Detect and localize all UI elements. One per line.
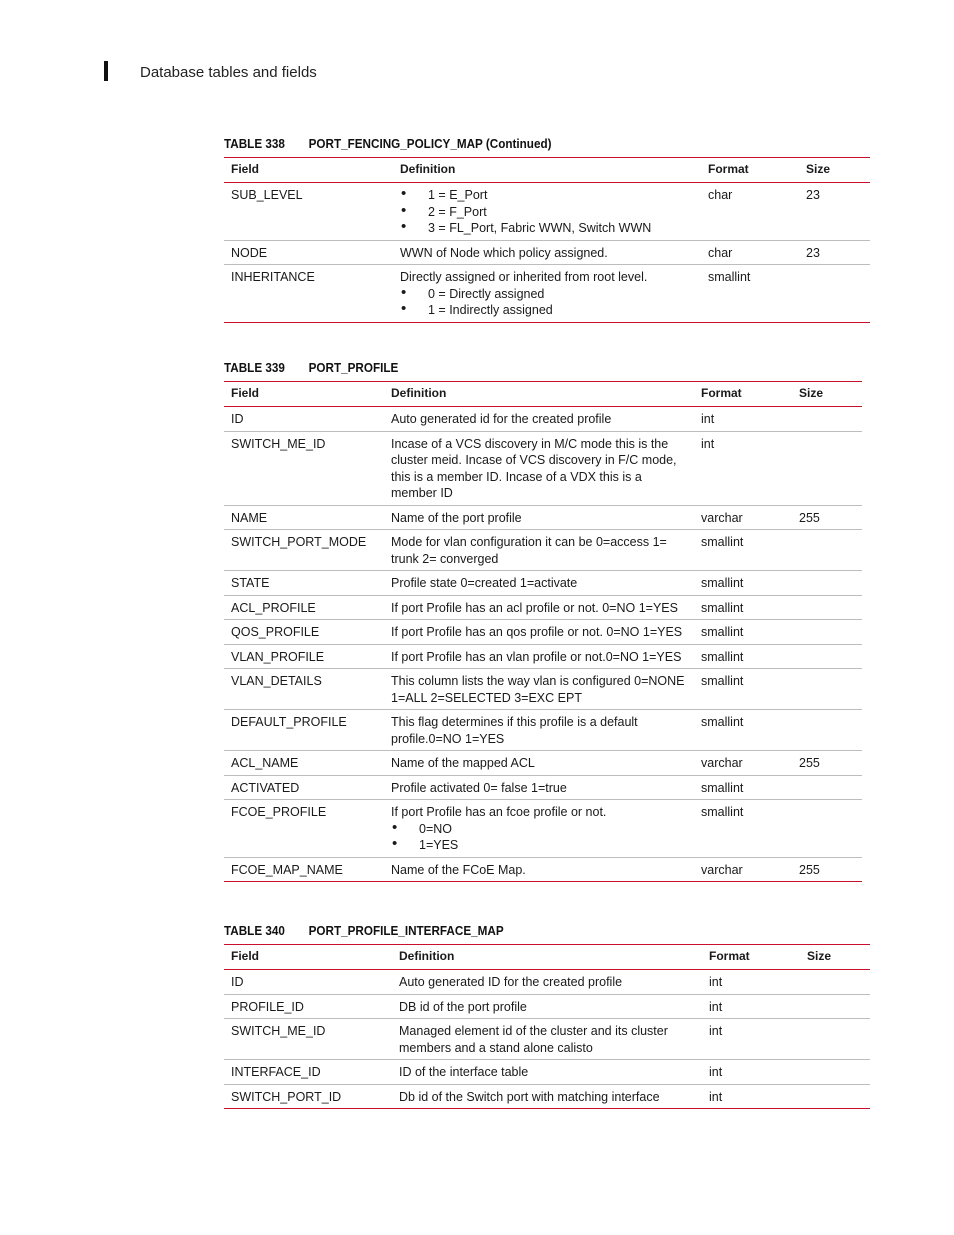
table-row: [224, 970, 870, 995]
table-port-profile-interface-map: [224, 944, 870, 1109]
definition-text: If port Profile has an acl profile or not. 0=NO 1=YES: [391, 600, 678, 615]
bullet-item: • 1 = E_Port: [400, 187, 695, 204]
field-cell: DEFAULT_PROFILE: [231, 715, 347, 729]
definition-cell: [384, 407, 694, 432]
format-cell: smallint: [701, 780, 744, 795]
bullet-list: [400, 187, 695, 237]
column-header-size: Size: [799, 386, 824, 400]
table-row: [224, 1019, 870, 1060]
table-header-row: [224, 945, 870, 970]
field-cell: FCOE_PROFILE: [231, 805, 327, 819]
size-cell: 255: [799, 510, 820, 525]
definition-cell: [384, 775, 694, 800]
field-cell: SWITCH_PORT_ID: [231, 1089, 342, 1104]
table-header-row: [224, 382, 862, 407]
field-cell: ACTIVATED: [231, 780, 300, 795]
definition-text: Name of the port profile: [391, 510, 522, 525]
field-cell: PROFILE_ID: [231, 999, 304, 1014]
size-cell: 255: [799, 862, 820, 877]
format-cell: smallint: [701, 535, 744, 549]
field-cell: ID: [231, 975, 244, 989]
definition-text: Name of the mapped ACL: [391, 756, 535, 770]
table-caption: [224, 136, 805, 152]
bullet-item: • 3 = FL_Port, Fabric WWN, Switch WWN: [400, 220, 695, 237]
format-cell: char: [708, 245, 733, 260]
field-cell: INHERITANCE: [231, 270, 315, 284]
size-cell: 23: [806, 188, 820, 202]
definition-text: If port Profile has an qos profile or not. 0=NO 1=YES: [391, 625, 683, 639]
format-cell: smallint: [701, 600, 744, 615]
table-row: [224, 265, 870, 323]
definition-cell: [392, 1084, 702, 1109]
format-cell: int: [701, 436, 715, 451]
definition-cell: [384, 669, 694, 710]
definition-text: WWN of Node which policy assigned.: [400, 245, 608, 260]
definition-cell: [384, 620, 694, 645]
field-cell: VLAN_DETAILS: [231, 674, 322, 688]
size-cell: [792, 775, 862, 800]
definition-cell: [392, 994, 702, 1019]
table-name: PORT_FENCING_POLICY_MAP (Continued): [308, 136, 552, 151]
format-cell: smallint: [701, 649, 744, 664]
table-port-profile: [224, 381, 862, 882]
field-cell: INTERFACE_ID: [231, 1065, 321, 1079]
bullet-item: • 0=NO: [391, 821, 688, 838]
column-header-size: Size: [807, 949, 832, 963]
table-row: [224, 710, 862, 751]
column-header-field: Field: [231, 162, 260, 176]
table-caption: [224, 360, 798, 376]
page-header-title: Database tables and fields: [140, 64, 317, 81]
size-cell: [792, 407, 862, 432]
format-cell: int: [709, 1065, 723, 1079]
table-row: [224, 431, 862, 505]
definition-text: Incase of a VCS discovery in M/C mode this is the cluster meid. Incase of VCS discovery in F/C mode, this is a member ID. Incase of a VDX this is a member ID: [391, 436, 677, 500]
field-cell: ID: [231, 412, 244, 426]
table-caption: [224, 923, 805, 939]
field-cell: SWITCH_ME_ID: [231, 1024, 326, 1038]
field-cell: QOS_PROFILE: [231, 625, 320, 639]
definition-text: Db id of the Switch port with matching interface: [399, 1089, 660, 1104]
definition-cell: [393, 183, 701, 241]
size-cell: [792, 595, 862, 620]
table-row: [224, 183, 870, 241]
definition-cell: [393, 240, 701, 265]
column-header-format: Format: [709, 949, 750, 963]
definition-cell: [384, 530, 694, 571]
table-name: PORT_PROFILE: [308, 360, 399, 375]
table-339-block: [224, 360, 862, 882]
field-cell: SWITCH_PORT_MODE: [231, 535, 367, 549]
table-row: [224, 530, 862, 571]
field-cell: NODE: [231, 245, 268, 260]
field-cell: SUB_LEVEL: [231, 188, 303, 202]
definition-text: ID of the interface table: [399, 1065, 529, 1079]
definition-text: If port Profile has an fcoe profile or not.: [391, 805, 607, 819]
definition-text: This flag determines if this profile is a default profile.0=NO 1=YES: [391, 715, 638, 746]
table-row: [224, 595, 862, 620]
table-row: [224, 1060, 870, 1085]
definition-cell: [384, 505, 694, 530]
definition-text: DB id of the port profile: [399, 999, 527, 1014]
table-row: [224, 669, 862, 710]
format-cell: varchar: [701, 756, 743, 770]
bullet-item: • 2 = F_Port: [400, 204, 695, 221]
definition-text: Auto generated ID for the created profile: [399, 975, 623, 989]
table-header-row: [224, 158, 870, 183]
field-cell: STATE: [231, 576, 270, 590]
definition-cell: [392, 1060, 702, 1085]
definition-cell: [393, 265, 701, 323]
size-cell: [792, 431, 862, 505]
bullet-list: [391, 821, 688, 854]
format-cell: char: [708, 188, 733, 202]
definition-text: Mode for vlan configuration it can be 0=access 1= trunk 2= converged: [391, 535, 667, 566]
definition-cell: [392, 970, 702, 995]
definition-cell: [384, 571, 694, 596]
size-cell: [800, 994, 870, 1019]
field-cell: VLAN_PROFILE: [231, 649, 325, 664]
definition-text: If port Profile has an vlan profile or not.0=NO 1=YES: [391, 649, 682, 664]
size-cell: 255: [799, 756, 820, 770]
table-row: [224, 775, 862, 800]
header-bar: [104, 61, 108, 81]
field-cell: NAME: [231, 510, 268, 525]
size-cell: [792, 669, 862, 710]
field-cell: ACL_PROFILE: [231, 600, 316, 615]
column-header-definition: Definition: [400, 162, 456, 176]
table-row: [224, 994, 870, 1019]
definition-cell: [384, 751, 694, 776]
field-cell: FCOE_MAP_NAME: [231, 862, 343, 877]
bullet-item: • 1 = Indirectly assigned: [400, 302, 695, 319]
table-row: [224, 751, 862, 776]
table-row: [224, 857, 862, 882]
table-row: [224, 407, 862, 432]
column-header-definition: Definition: [399, 949, 455, 963]
format-cell: int: [709, 1024, 723, 1038]
table-port-fencing-policy-map: [224, 157, 870, 323]
format-cell: smallint: [701, 805, 744, 819]
size-cell: [792, 644, 862, 669]
definition-cell: [384, 710, 694, 751]
definition-text: Profile state 0=created 1=activate: [391, 576, 578, 590]
table-row: [224, 620, 862, 645]
format-cell: smallint: [701, 576, 744, 590]
format-cell: int: [709, 975, 723, 989]
format-cell: smallint: [701, 625, 744, 639]
definition-cell: [384, 644, 694, 669]
table-338-block: [224, 136, 870, 323]
size-cell: [792, 800, 862, 858]
size-cell: [792, 530, 862, 571]
format-cell: int: [701, 412, 715, 426]
column-header-format: Format: [708, 162, 749, 176]
format-cell: int: [709, 999, 723, 1014]
size-cell: [800, 1019, 870, 1060]
table-row: [224, 800, 862, 858]
size-cell: [792, 710, 862, 751]
table-row: [224, 240, 870, 265]
bullet-item: • 0 = Directly assigned: [400, 286, 695, 303]
table-number: TABLE 338: [224, 136, 285, 151]
table-name: PORT_PROFILE_INTERFACE_MAP: [308, 923, 504, 938]
format-cell: varchar: [701, 510, 743, 525]
definition-text: Directly assigned or inherited from root level.: [400, 270, 648, 284]
column-header-format: Format: [701, 386, 742, 400]
definition-text: Managed element id of the cluster and its cluster members and a stand alone calisto: [399, 1024, 668, 1055]
table-row: [224, 1084, 870, 1109]
table-row: [224, 644, 862, 669]
format-cell: varchar: [701, 862, 743, 877]
format-cell: smallint: [701, 674, 744, 688]
definition-cell: [384, 800, 694, 858]
format-cell: smallint: [701, 715, 744, 729]
size-cell: [800, 970, 870, 995]
column-header-field: Field: [231, 386, 260, 400]
table-number: TABLE 339: [224, 360, 285, 375]
bullet-list: [400, 286, 695, 319]
definition-text: This column lists the way vlan is configured 0=NONE 1=ALL 2=SELECTED 3=EXC EPT: [391, 674, 685, 705]
field-cell: SWITCH_ME_ID: [231, 436, 326, 451]
size-cell: 23: [806, 245, 820, 260]
format-cell: int: [709, 1089, 723, 1104]
table-row: [224, 505, 862, 530]
definition-cell: [392, 1019, 702, 1060]
field-cell: ACL_NAME: [231, 756, 299, 770]
column-header-definition: Definition: [391, 386, 447, 400]
size-cell: [792, 620, 862, 645]
column-header-field: Field: [231, 949, 260, 963]
format-cell: smallint: [708, 270, 751, 284]
definition-cell: [384, 431, 694, 505]
table-number: TABLE 340: [224, 923, 285, 938]
definition-text: Auto generated id for the created profile: [391, 412, 612, 426]
definition-cell: [384, 857, 694, 882]
column-header-size: Size: [806, 162, 831, 176]
size-cell: [800, 1084, 870, 1109]
size-cell: [800, 1060, 870, 1085]
size-cell: [799, 265, 870, 323]
table-row: [224, 571, 862, 596]
bullet-item: • 1=YES: [391, 837, 688, 854]
table-340-block: [224, 923, 870, 1109]
definition-text: Name of the FCoE Map.: [391, 862, 526, 877]
definition-cell: [384, 595, 694, 620]
definition-text: Profile activated 0= false 1=true: [391, 780, 567, 795]
size-cell: [792, 571, 862, 596]
